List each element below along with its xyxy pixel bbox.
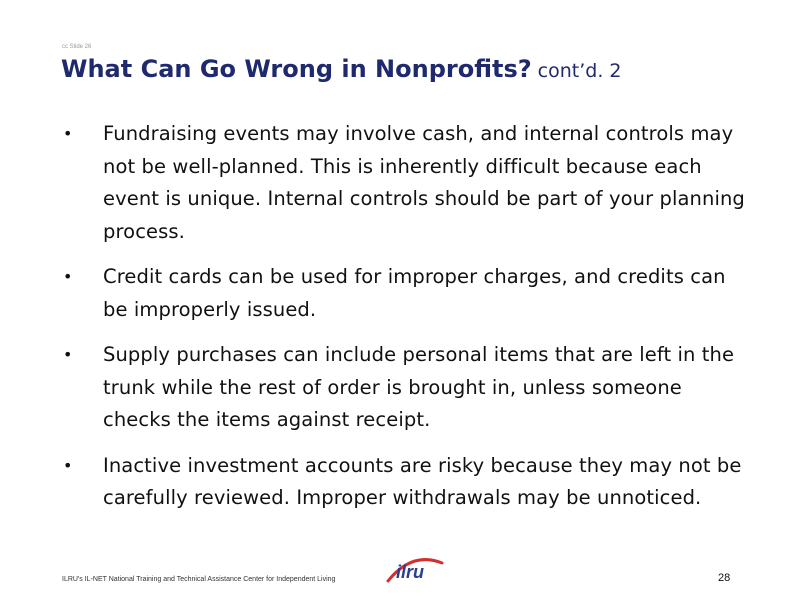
slide-corner-label: cc Slide 26 [62,44,92,50]
bullet-dot-icon: • [63,345,73,364]
logo-wordmark: ilru [396,562,425,582]
footer-organization: ILRU's IL-NET National Training and Technical Assistance Center for Independent Living [62,576,336,583]
bullet-item [62,118,752,248]
bullet-item [62,261,752,326]
bullet-dot-icon: • [63,267,73,286]
bullet-text: Fundraising events may involve cash, and internal controls may not be well-planned. This is inherently difficult because each event is unique. Internal controls should be part of your planning process. [103,122,745,243]
ilru-logo [384,555,444,585]
page-number: 28 [718,572,731,584]
title-main-text: What Can Go Wrong in Nonprofits? [61,55,532,83]
slide-title [61,55,622,83]
title-suffix-text: cont’d. 2 [537,60,622,82]
bullet-list [62,118,752,528]
bullet-item [62,339,752,437]
bullet-text: Credit cards can be used for improper charges, and credits can be improperly issued. [103,265,726,321]
bullet-text: Supply purchases can include personal items that are left in the trunk while the rest of order is brought in, unless someone checks the items against receipt. [103,343,735,431]
bullet-item [62,450,752,515]
bullet-dot-icon: • [63,124,73,143]
bullet-text: Inactive investment accounts are risky because they may not be carefully reviewed. Improper withdrawals may be unnoticed. [103,453,742,509]
bullet-dot-icon: • [63,455,73,475]
